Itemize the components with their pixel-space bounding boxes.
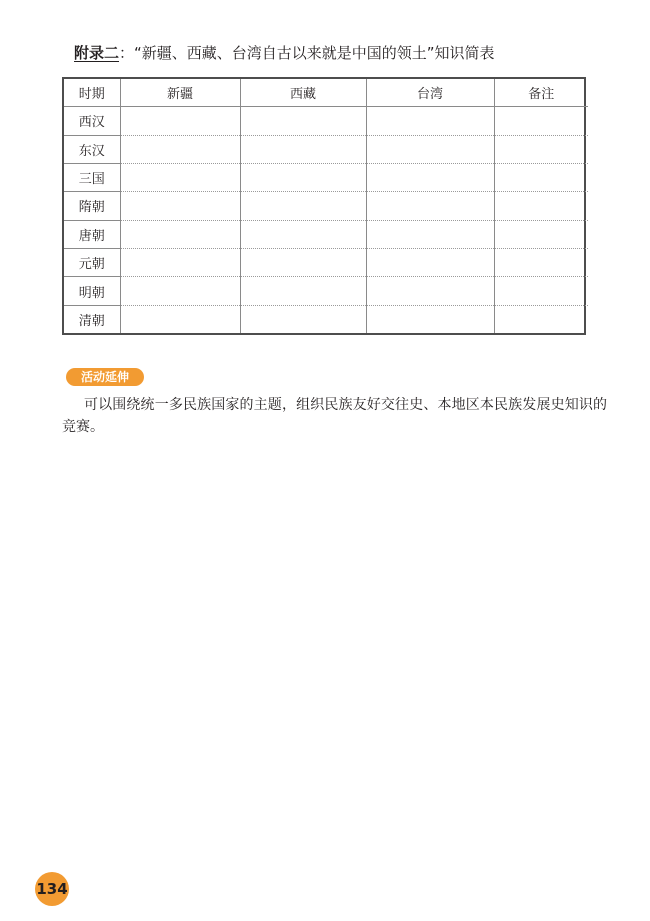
period-cell: 明朝	[64, 277, 120, 305]
page-number: 134	[35, 872, 69, 906]
table-cell	[240, 305, 366, 333]
header-xinjiang: 新疆	[120, 79, 240, 107]
table-row	[64, 163, 588, 191]
table-row	[64, 192, 588, 220]
header-period: 时期	[64, 79, 120, 107]
period-cell: 三国	[64, 163, 120, 191]
table-cell	[494, 107, 588, 135]
table-cell	[366, 135, 494, 163]
table-row	[64, 249, 588, 277]
header-xizang: 西藏	[240, 79, 366, 107]
header-notes: 备注	[494, 79, 588, 107]
table-row	[64, 305, 588, 333]
table-row	[64, 220, 588, 248]
period-cell: 清朝	[64, 305, 120, 333]
table-cell	[366, 192, 494, 220]
table-row	[64, 135, 588, 163]
table-cell	[120, 163, 240, 191]
table-cell	[494, 135, 588, 163]
table-cell	[240, 249, 366, 277]
table-cell	[240, 277, 366, 305]
table-cell	[494, 249, 588, 277]
table-cell	[494, 220, 588, 248]
period-cell: 元朝	[64, 249, 120, 277]
table-cell	[120, 135, 240, 163]
table-cell	[494, 277, 588, 305]
knowledge-table	[62, 77, 586, 335]
table-cell	[120, 305, 240, 333]
activity-text: 可以围绕统一多民族国家的主题，组织民族友好交往史、本地区本民族发展史知识的竞赛。	[62, 397, 607, 435]
table-cell	[240, 220, 366, 248]
table-cell	[120, 107, 240, 135]
activity-extension-badge: 活动延伸	[66, 368, 144, 386]
table-cell	[240, 107, 366, 135]
header-taiwan: 台湾	[366, 79, 494, 107]
period-cell: 隋朝	[64, 192, 120, 220]
table-cell	[240, 163, 366, 191]
table-cell	[240, 135, 366, 163]
table-cell	[120, 249, 240, 277]
table-cell	[120, 192, 240, 220]
period-cell: 西汉	[64, 107, 120, 135]
table-cell	[366, 305, 494, 333]
table-cell	[494, 163, 588, 191]
appendix-heading	[74, 42, 495, 63]
appendix-title: ：“新疆、西藏、台湾自古以来就是中国的领土”知识简表	[119, 44, 495, 62]
table-cell	[366, 277, 494, 305]
table-header-row	[64, 79, 588, 107]
table-cell	[120, 277, 240, 305]
period-cell: 东汉	[64, 135, 120, 163]
table-cell	[366, 107, 494, 135]
table-cell	[494, 192, 588, 220]
table-row	[64, 277, 588, 305]
table-row	[64, 107, 588, 135]
table-cell	[120, 220, 240, 248]
table-cell	[240, 192, 366, 220]
appendix-label: 附录二	[74, 44, 120, 62]
table-cell	[366, 163, 494, 191]
period-cell: 唐朝	[64, 220, 120, 248]
table-cell	[494, 305, 588, 333]
table-cell	[366, 249, 494, 277]
table-cell	[366, 220, 494, 248]
